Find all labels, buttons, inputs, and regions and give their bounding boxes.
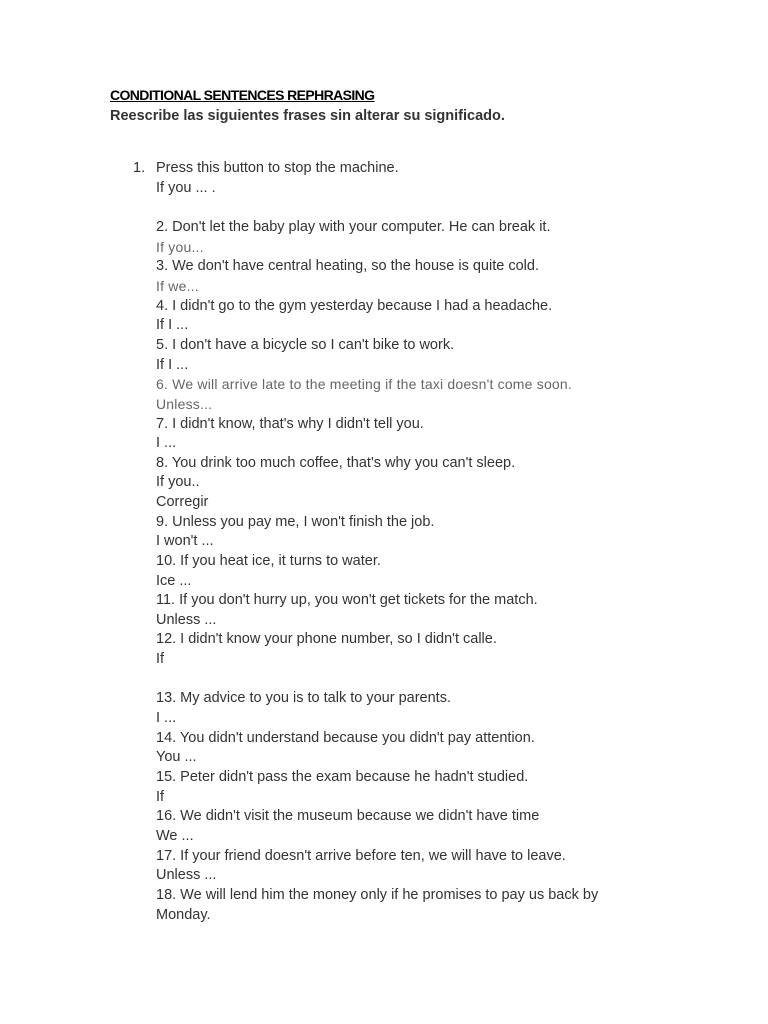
- item-10-prompt: Ice ...: [156, 573, 192, 589]
- item-16-sentence: 16. We didn't visit the museum because we didn't have time: [156, 808, 540, 824]
- item-6-prompt: Unless...: [156, 396, 213, 412]
- item-17-prompt: Unless ...: [156, 867, 217, 883]
- item-14-prompt: You ...: [156, 749, 197, 765]
- item-9-prompt: I won't ...: [156, 533, 214, 549]
- item-15-prompt: If: [156, 789, 165, 805]
- item-1-prompt: If you ... .: [156, 180, 216, 196]
- document-title: CONDITIONAL SENTENCES REPHRASING: [110, 87, 375, 103]
- item-12-sentence: 12. I didn't know your phone number, so I didn't calle.: [156, 631, 497, 647]
- item-11-prompt: Unless ...: [156, 612, 217, 628]
- item-4-prompt: If I ...: [156, 317, 189, 333]
- item-8-sentence: 8. You drink too much coffee, that's why you can't sleep.: [156, 455, 516, 471]
- item-3-prompt: If we...: [156, 278, 199, 294]
- item-3-sentence: 3. We don't have central heating, so the house is quite cold.: [156, 258, 539, 274]
- item-11-sentence: 11. If you don't hurry up, you won't get tickets for the match.: [156, 592, 538, 608]
- item-14-sentence: 14. You didn't understand because you didn't pay attention.: [156, 730, 535, 746]
- item-18-continuation: Monday.: [156, 907, 211, 923]
- item-15-sentence: 15. Peter didn't pass the exam because he hadn't studied.: [156, 769, 529, 785]
- item-17-sentence: 17. If your friend doesn't arrive before ten, we will have to leave.: [156, 848, 566, 864]
- item-5-prompt: If I ...: [156, 357, 189, 373]
- document-subtitle: Reescribe las siguientes frases sin alterar su significado.: [110, 108, 505, 124]
- item-4-sentence: 4. I didn't go to the gym yesterday because I had a headache.: [156, 298, 553, 314]
- item-8-note: Corregir: [156, 494, 209, 510]
- item-9-sentence: 9. Unless you pay me, I won't finish the job.: [156, 514, 435, 530]
- item-8-prompt: If you..: [156, 474, 200, 490]
- item-5-sentence: 5. I don't have a bicycle so I can't bike to work.: [156, 337, 455, 353]
- item-13-sentence: 13. My advice to you is to talk to your parents.: [156, 690, 451, 706]
- item-2-prompt: If you...: [156, 239, 204, 255]
- item-7-sentence: 7. I didn't know, that's why I didn't tell you.: [156, 416, 424, 432]
- item-1-number: 1.: [133, 160, 146, 176]
- item-2-sentence: 2. Don't let the baby play with your computer. He can break it.: [156, 219, 551, 235]
- item-10-sentence: 10. If you heat ice, it turns to water.: [156, 553, 381, 569]
- item-12-prompt: If: [156, 651, 165, 667]
- item-1-sentence: Press this button to stop the machine.: [156, 160, 399, 176]
- item-7-prompt: I ...: [156, 435, 177, 451]
- item-6-sentence: 6. We will arrive late to the meeting if the taxi doesn't come soon.: [156, 376, 572, 392]
- item-13-prompt: I ...: [156, 710, 177, 726]
- item-18-sentence: 18. We will lend him the money only if he promises to pay us back by: [156, 887, 599, 903]
- item-16-prompt: We ...: [156, 828, 194, 844]
